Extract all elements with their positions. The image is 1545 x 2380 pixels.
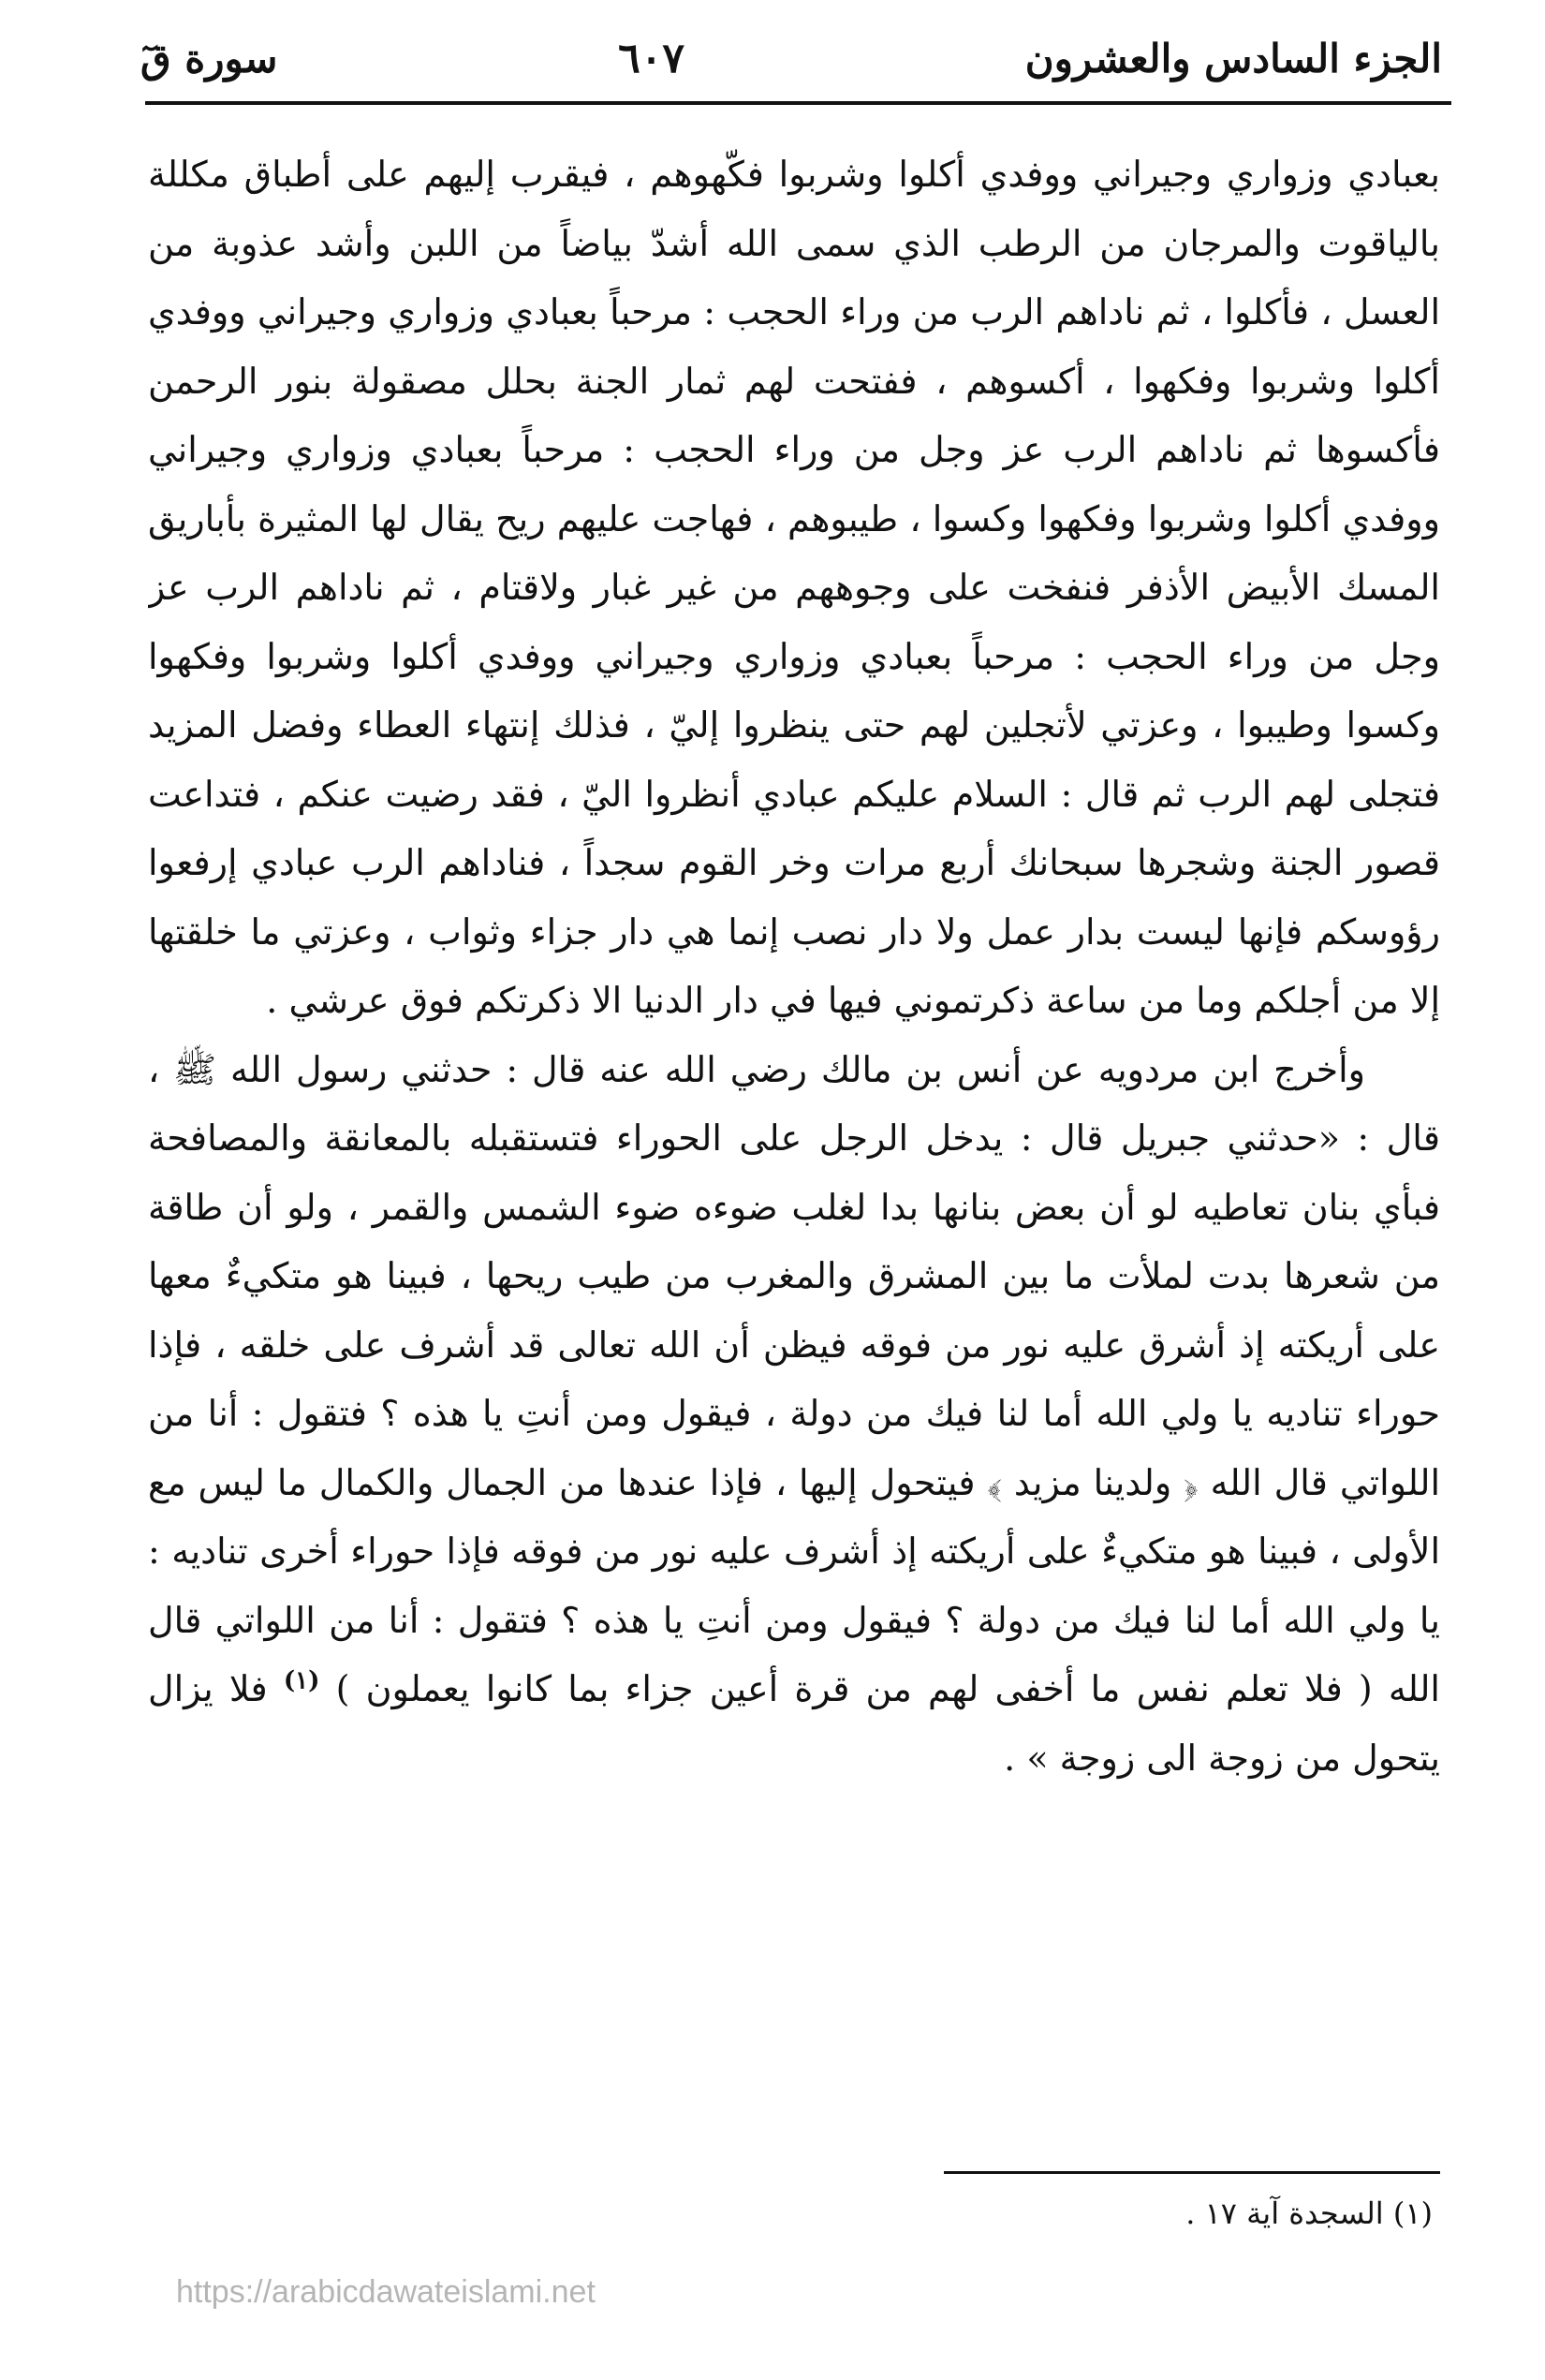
- paragraph-2-tail: فلا يزال يتحول من زوجة الى زوجة » .: [148, 1668, 1440, 1779]
- page-header: [140, 21, 1442, 96]
- footnote: (١) السجدة آية ١٧ .: [1185, 2195, 1433, 2231]
- footnote-divider: [944, 2171, 1440, 2174]
- paragraph-1: بعبادي وزواري وجيراني ووفدي أكلوا وشربوا فكّهوهم ، فيقرب إليهم على أطباق مكللة بالياقوت والمرجان من الرطب الذي سمى الله أشدّ بياضاً من اللبن وأشد عذوبة من العسل ، فأكلوا ، ثم ناداهم الرب من وراء الحجب : مرحباً بعبادي وزواري وجيراني ووفدي أكلوا وشربوا وفكهوا ، أكسوهم ، ففتحت لهم ثمار الجنة بحلل مصقولة بنور الرحمن فأكسوها ثم ناداهم الرب عز وجل من وراء الحجب : مرحباً بعبادي وزواري وجيراني ووفدي أكلوا وشربوا وفكهوا وكسوا ، طيبوهم ، فهاجت عليهم ريح يقال لها المثيرة بأباريق المسك الأبيض الأذفر فنفخت على وجوههم من غير غبار ولاقتام ، ثم ناداهم الرب عز وجل من وراء الحجب : مرحباً بعبادي وزواري وجيراني ووفدي أكلوا وشربوا وفكهوا وكسوا وطيبوا ، وعزتي لأتجلين لهم حتى ينظروا إليّ ، فذلك إنتهاء العطاء وفضل المزيد فتجلى لهم الرب ثم قال : السلام عليكم عبادي أنظروا اليّ ، فقد رضيت عنكم ، فتداعت قصور الجنة وشجرها سبحانك أربع مرات وخر القوم سجداً ، فناداهم الرب عبادي إرفعوا رؤوسكم فإنها ليست بدار عمل ولا دار نصب إنما هي دار جزاء وثواب ، وعزتي ما خلقتها إلا من أجلكم وما من ساعة ذكرتموني فيها في دار الدنيا الا ذكرتكم فوق عرشي .: [148, 154, 1440, 1021]
- main-text: [148, 140, 1440, 2126]
- header-divider: [145, 101, 1451, 105]
- paragraph-2: [148, 1036, 1440, 1794]
- part-title: الجزء السادس والعشرون: [1024, 35, 1442, 81]
- paragraph-2-text: وأخرج ابن مردويه عن أنس بن مالك رضي الله عنه قال : حدثني رسول الله ﷺ ، قال : «حدثني جبريل قال : يدخل الرجل على الحوراء فتستقبله بالمعانقة والمصافحة فبأي بنان تعاطيه لو أن بعض بنانها بدا لغلب ضوءه ضوء الشمس والقمر ، ولو أن طاقة من شعرها بدت لملأت ما بين المشرق والمغرب من طيب ريحها ، فبينا هو متكيءٌ معها على أريكته إذ أشرق عليه نور من فوقه فيظن أن الله تعالى قد أشرف على خلقه ، فإذا حوراء تناديه يا ولي الله أما لنا فيك من دولة ، فيقول ومن أنتِ يا هذه ؟ فتقول : أنا من اللواتي قال الله ﴿ ولدينا مزيد ﴾ فيتحول إليها ، فإذا عندها من الجمال والكمال ما ليس مع الأولى ، فبينا هو متكيءٌ على أريكته إذ أشرف عليه نور من فوقه فإذا حوراء أخرى تناديه : يا ولي الله أما لنا فيك من دولة ؟ فيقول ومن أنتِ يا هذه ؟ فتقول : أنا من اللواتي قال الله ( فلا تعلم نفس ما أخفى لهم من قرة أعين جزاء بما كانوا يعملون ): [148, 1048, 1440, 1709]
- footnote-reference: (١): [283, 1666, 320, 1695]
- watermark-url: https://arabicdawateislami.net: [176, 2274, 596, 2310]
- page-number: ٦٠٧: [618, 34, 685, 82]
- surah-title: سورة قٓ: [140, 35, 278, 81]
